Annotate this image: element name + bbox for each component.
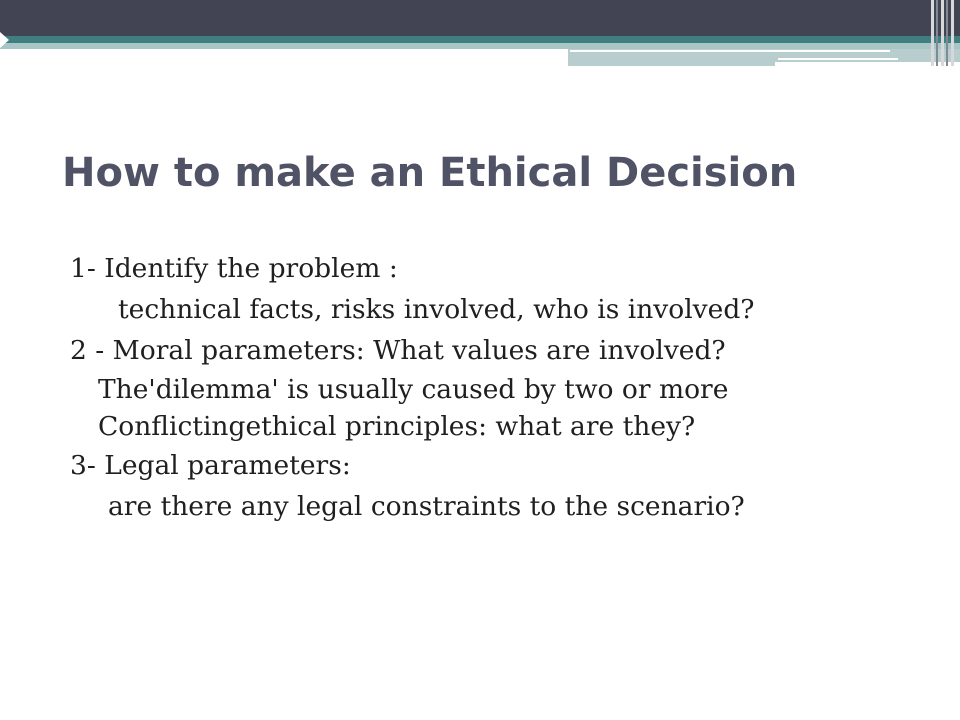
header-stripe <box>931 0 934 66</box>
slide-title: How to make an Ethical Decision <box>62 150 798 196</box>
step-3-detail: are there any legal constraints to the scenario? <box>108 491 745 522</box>
step-2-detail-line-2: Conflictingethical principles: what are they? <box>98 411 696 442</box>
step-2-heading: 2 - Moral parameters: What values are involved? <box>70 335 726 366</box>
step-3-heading: 3- Legal parameters: <box>70 450 351 481</box>
step-1-heading: 1- Identify the problem : <box>70 253 398 284</box>
header-white-line-short <box>778 58 898 60</box>
header-stripe <box>946 0 948 66</box>
header-arrow-icon <box>0 32 9 48</box>
header-stripe <box>936 0 938 66</box>
step-2-detail-line-1: The'dilemma' is usually caused by two or more <box>98 374 729 405</box>
header-teal-band <box>0 36 960 43</box>
header-bar <box>0 0 960 36</box>
step-1-detail: technical facts, risks involved, who is involved? <box>118 294 755 325</box>
header-stripe <box>941 0 944 66</box>
header-white-line <box>570 50 890 52</box>
header-stripe <box>951 0 954 66</box>
slide-body <box>70 248 950 527</box>
